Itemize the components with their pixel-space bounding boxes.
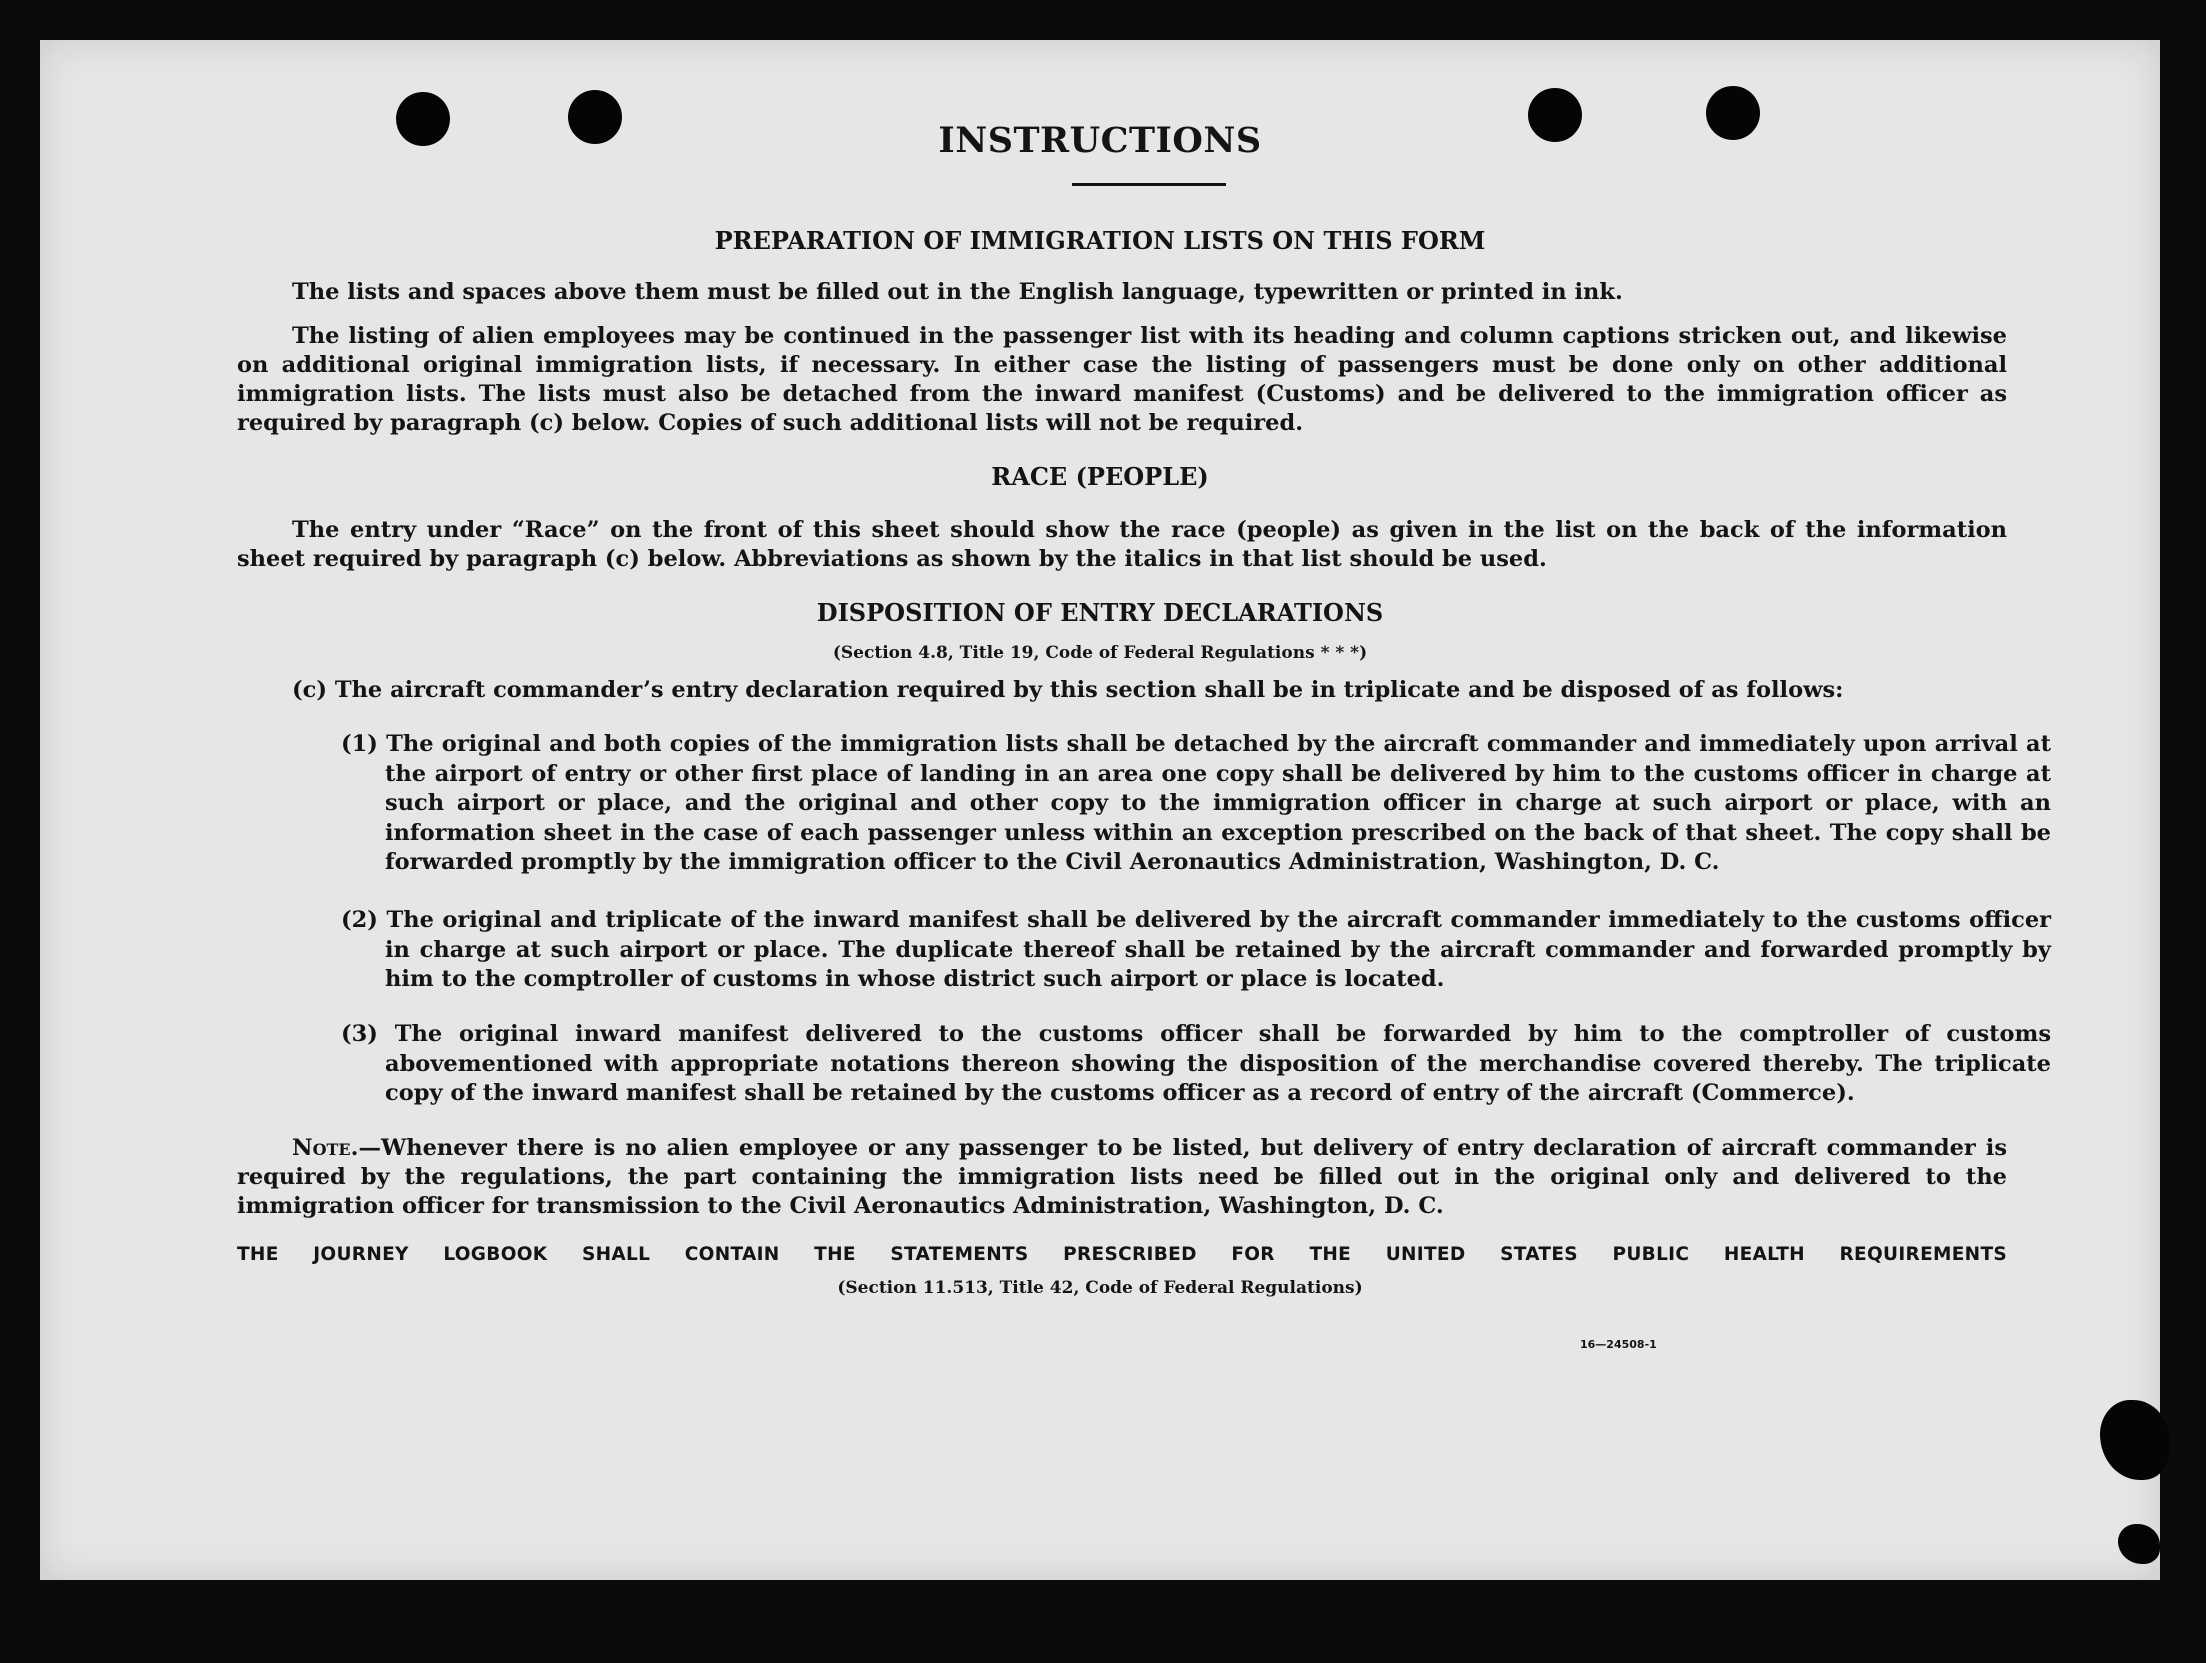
disposition-heading: DISPOSITION OF ENTRY DECLARATIONS bbox=[816, 598, 1384, 627]
disposition-item-3: (3) The original inward manifest delivered to the customs officer shall be forwarded by him to the comptroller of customs abovementioned with appropriate notations thereon showing the disposition of the merchandise covered thereby. The triplicate copy of the inward manifest shall be retained by the customs officer as a record of entry of the aircraft (Commerce). bbox=[341, 1021, 2051, 1106]
note-label: Note. bbox=[292, 1135, 359, 1161]
disposition-citation: (Section 4.8, Title 19, Code of Federal Regulations * * *) bbox=[832, 643, 1368, 663]
page-title: INSTRUCTIONS bbox=[938, 120, 1262, 161]
race-paragraph: The entry under “Race” on the front of this sheet should show the race (people) as given in the list on the back of the information sheet required by paragraph (c) below. Abbreviations as shown by the italics in that list should be used. bbox=[237, 517, 2007, 572]
disposition-item-1: (1) The original and both copies of the immigration lists shall be detached by the aircraft commander and immediately upon arrival at the airport of entry or other first place of landing in an area one copy shall be delivered by him to the customs officer in charge at such airport or place, and the original and other copy to the immigration officer in charge at such airport or place, with an information sheet in the case of each passenger unless within an exception prescribed on the back of that sheet. The copy shall be forwarded promptly by the immigration officer to the Civil Aeronautics Administration, Washington, D. C. bbox=[341, 731, 2051, 875]
ink-blot-corner bbox=[2118, 1524, 2160, 1564]
document-page bbox=[40, 40, 2160, 1580]
ink-blot-edge bbox=[2100, 1400, 2170, 1480]
race-heading: RACE (PEOPLE) bbox=[991, 462, 1209, 491]
disposition-clause-c: (c) The aircraft commander’s entry declaration required by this section shall be in triplicate and be disposed of as follows: bbox=[292, 677, 1844, 703]
journey-logbook-heading: THE JOURNEY LOGBOOK SHALL CONTAIN THE STATEMENTS PRESCRIBED FOR THE UNITED STATES PUBLIC HEALTH REQUIREMENTS bbox=[237, 1244, 2007, 1265]
title-underline bbox=[1072, 183, 1226, 186]
disposition-item-2: (2) The original and triplicate of the inward manifest shall be delivered by the aircraft commander immediately to the customs officer in charge at such airport or place. The duplicate thereof shall be retained by the aircraft commander and forwarded promptly by him to the comptroller of customs in whose district such airport or place is located. bbox=[341, 907, 2051, 992]
preparation-heading: PREPARATION OF IMMIGRATION LISTS ON THIS FORM bbox=[714, 226, 1486, 255]
note-text: —Whenever there is no alien employee or any passenger to be listed, but delivery of entry declaration of aircraft commander is required by the regulations, the part containing the immigration lists need be filled out in the original only and delivered to the immigration officer for transmission to the Civil Aeronautics Administration, Washington, D. C. bbox=[237, 1135, 2007, 1219]
form-number: 16—24508-1 bbox=[1580, 1338, 1657, 1351]
journey-citation: (Section 11.513, Title 42, Code of Federal Regulations) bbox=[837, 1278, 1363, 1298]
preparation-paragraph-1: The lists and spaces above them must be filled out in the English language, typewritten or printed in ink. bbox=[292, 279, 1623, 305]
note-paragraph bbox=[237, 1134, 2007, 1221]
preparation-paragraph-2: The listing of alien employees may be continued in the passenger list with its heading and column captions stricken out, and likewise on additional original immigration lists, if necessary. In either case the listing of passengers must be done only on other additional immigration lists. The lists must also be detached from the inward manifest (Customs) and be delivered to the immigration officer as required by paragraph (c) below. Copies of such additional lists will not be required. bbox=[237, 323, 2007, 436]
